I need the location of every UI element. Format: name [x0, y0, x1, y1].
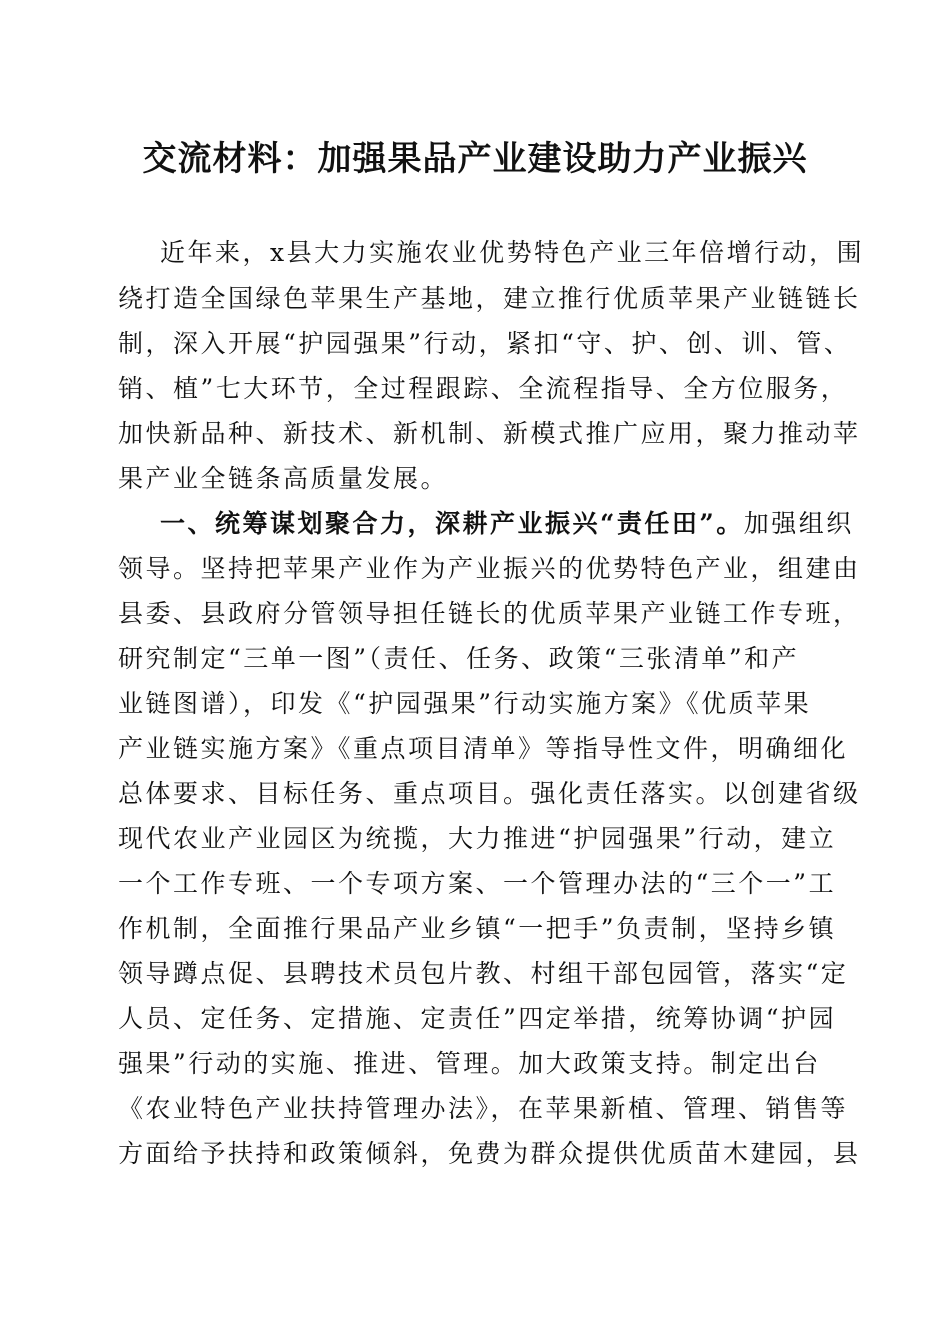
paragraph-line: 方面给予扶持和政策倾斜，免费为群众提供优质苗木建园，县 [118, 1139, 861, 1168]
paragraph-line: 研究制定“三单一图”（责任、任务、政策“三张清单”和产 [118, 644, 800, 673]
paragraph-line: 果产业全链条高质量发展。 [118, 464, 449, 493]
paragraph-line: 制，深入开展“护园强果”行动，紧扣“守、护、创、训、管、 [118, 329, 852, 358]
paragraph-line: 加快新品种、新技术、新机制、新模式推广应用，聚力推动苹 [118, 419, 861, 448]
paragraph-line: 业链图谱），印发《“护园强果”行动实施方案》《优质苹果 [118, 689, 812, 718]
section-heading-line [160, 507, 854, 541]
document-title: 交流材料：加强果品产业建设助力产业振兴 [142, 139, 808, 179]
paragraph-line: 销、植”七大环节，全过程跟踪、全流程指导、全方位服务， [118, 374, 849, 403]
paragraph-line: 强果”行动的实施、推进、管理。加大政策支持。制定出台 [118, 1049, 821, 1078]
section-heading: 一、统筹谋划聚合力，深耕产业振兴“责任田”。 [160, 509, 744, 538]
paragraph-line: 近年来，x县大力实施农业优势特色产业三年倍增行动，围 [160, 238, 865, 267]
paragraph-line: 《农业特色产业扶持管理办法》，在苹果新植、管理、销售等 [118, 1094, 849, 1123]
paragraph-line: 现代农业产业园区为统揽，大力推进“护园强果”行动，建立 [118, 824, 837, 853]
paragraph-line: 绕打造全国绿色苹果生产基地，建立推行优质苹果产业链链长 [118, 284, 861, 313]
paragraph-line: 一个工作专班、一个专项方案、一个管理办法的“三个一”工 [118, 869, 837, 898]
paragraph-line: 领导。坚持把苹果产业作为产业振兴的优势特色产业，组建由 [118, 554, 861, 583]
paragraph-line: 总体要求、目标任务、重点项目。强化责任落实。以创建省级 [118, 779, 861, 808]
paragraph-line: 县委、县政府分管领导担任链长的优质苹果产业链工作专班， [118, 599, 861, 628]
section-heading-rest: 加强组织 [743, 509, 854, 538]
paragraph-line: 作机制，全面推行果品产业乡镇“一把手”负责制，坚持乡镇 [118, 914, 837, 943]
paragraph-line: 人员、定任务、定措施、定责任”四定举措，统筹协调“护园 [118, 1004, 837, 1033]
paragraph-line: 产业链实施方案》《重点项目清单》等指导性文件，明确细化 [118, 734, 849, 763]
paragraph-line: 领导蹲点促、县聘技术员包片教、村组干部包园管，落实“定 [118, 959, 849, 988]
